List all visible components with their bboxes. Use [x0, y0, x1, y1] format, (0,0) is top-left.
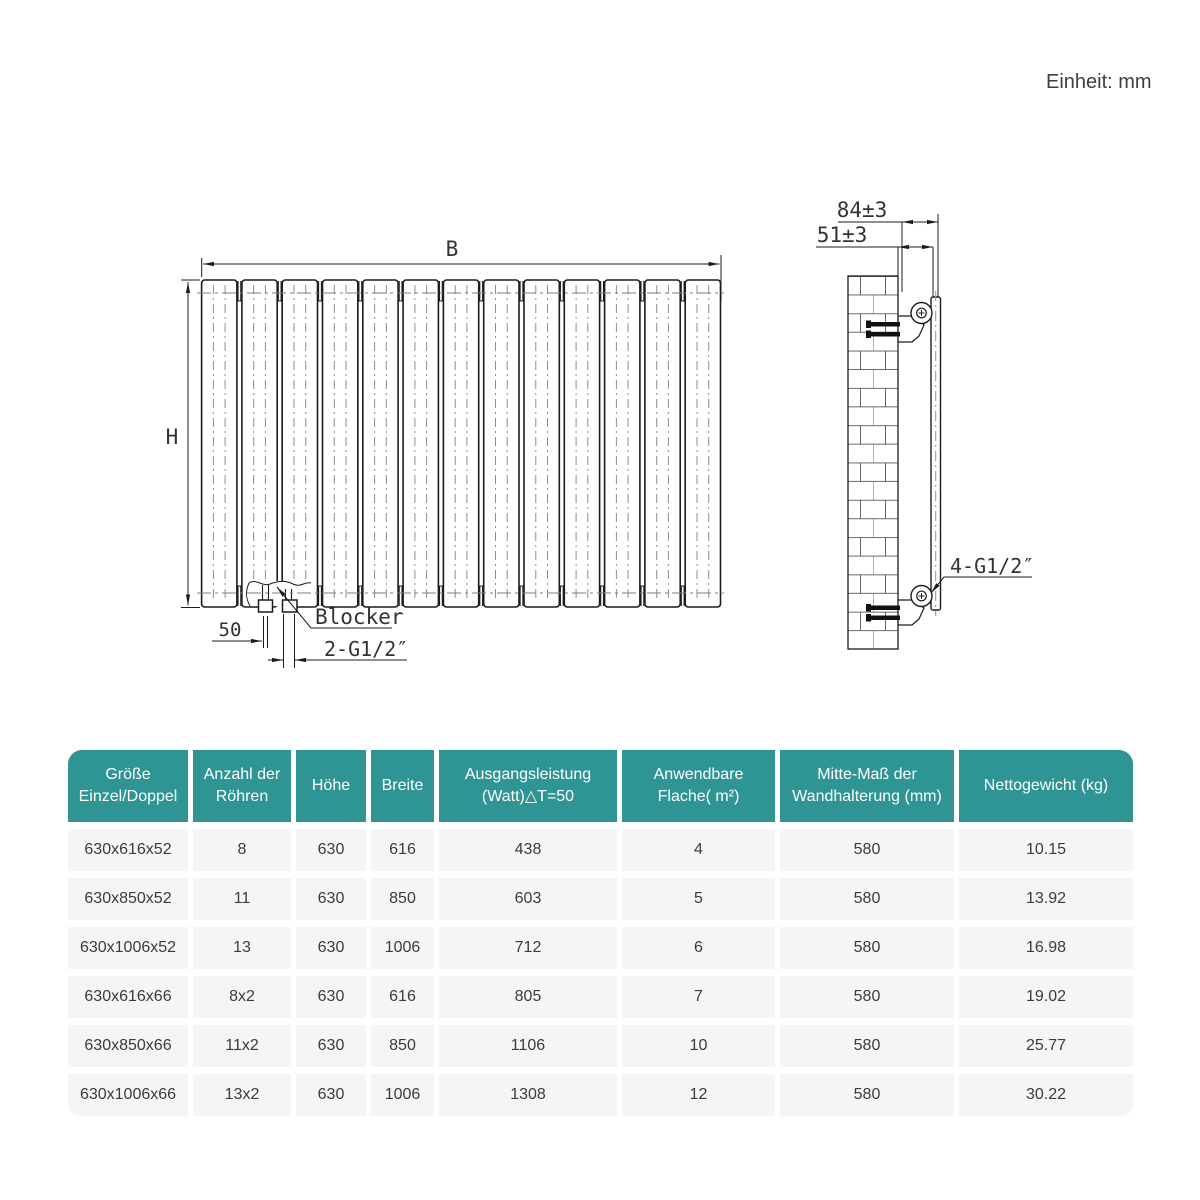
bottom-connection-label: 2-G1/2″: [324, 637, 409, 661]
cell-bracket: 580: [780, 878, 954, 920]
cell-bracket: 580: [780, 829, 954, 871]
cell-output: 438: [439, 829, 617, 871]
height-dim-label: H: [165, 425, 179, 449]
cell-output: 1106: [439, 1025, 617, 1067]
table-row: [68, 927, 1133, 969]
cell-width: 850: [371, 1025, 434, 1067]
cell-area: 12: [622, 1074, 775, 1116]
cell-width: 616: [371, 829, 434, 871]
cell-weight: 30.22: [959, 1074, 1133, 1116]
depth-overall-label: 84±3: [836, 198, 888, 222]
height-dimension: [181, 280, 200, 608]
cell-output: 712: [439, 927, 617, 969]
side-view: [816, 198, 1034, 649]
col-header-weight: Nettogewicht (kg): [959, 750, 1133, 822]
col-header-area: Anwendbare Flache( m²): [622, 750, 775, 822]
cell-bracket: 580: [780, 927, 954, 969]
header-row: [68, 750, 1133, 822]
table-row: [68, 1025, 1133, 1067]
col-header-width: Breite: [371, 750, 434, 822]
side-connection-label: 4-G1/2″: [950, 554, 1035, 578]
cell-tubes: 8: [193, 829, 291, 871]
valve-left: [259, 600, 273, 612]
cell-output: 805: [439, 976, 617, 1018]
side-connection-leader: [931, 577, 1032, 593]
cell-height: 630: [296, 829, 366, 871]
table-row: [68, 829, 1133, 871]
unit-note: Einheit: mm: [1046, 71, 1152, 93]
cell-tubes: 11x2: [193, 1025, 291, 1067]
col-header-bracket: Mitte-Maß der Wandhalterung (mm): [780, 750, 954, 822]
side-extension-lines: [898, 214, 938, 298]
cell-tubes: 13: [193, 927, 291, 969]
cell-size: 630x1006x52: [68, 927, 188, 969]
cell-size: 630x616x66: [68, 976, 188, 1018]
table-row: [68, 1074, 1133, 1116]
cell-output: 1308: [439, 1074, 617, 1116]
cell-area: 10: [622, 1025, 775, 1067]
blocker-label: Blocker: [315, 605, 404, 629]
cell-weight: 16.98: [959, 927, 1133, 969]
col-header-height: Höhe: [296, 750, 366, 822]
cell-size: 630x850x52: [68, 878, 188, 920]
spec-table: [63, 743, 1138, 1123]
cell-area: 5: [622, 878, 775, 920]
cell-tubes: 13x2: [193, 1074, 291, 1116]
wall-section: [848, 276, 898, 649]
valve-offset-label: 50: [218, 619, 242, 641]
col-header-size: Größe Einzel/Doppel: [68, 750, 188, 822]
cell-tubes: 8x2: [193, 976, 291, 1018]
cell-width: 850: [371, 878, 434, 920]
width-dim-label: B: [445, 237, 459, 261]
cell-width: 1006: [371, 1074, 434, 1116]
cell-width: 616: [371, 976, 434, 1018]
cell-height: 630: [296, 878, 366, 920]
cell-weight: 19.02: [959, 976, 1133, 1018]
cell-height: 630: [296, 1074, 366, 1116]
cell-height: 630: [296, 976, 366, 1018]
cell-area: 7: [622, 976, 775, 1018]
table-row: [68, 976, 1133, 1018]
cell-size: 630x616x52: [68, 829, 188, 871]
table-row: [68, 878, 1133, 920]
cell-output: 603: [439, 878, 617, 920]
cell-area: 6: [622, 927, 775, 969]
cell-weight: 10.15: [959, 829, 1133, 871]
radiator-panels: [202, 280, 721, 607]
cell-tubes: 11: [193, 878, 291, 920]
depth-to-panel-label: 51±3: [816, 223, 868, 247]
cell-weight: 13.92: [959, 878, 1133, 920]
col-header-output: Ausgangsleistung (Watt)△T=50: [439, 750, 617, 822]
cell-height: 630: [296, 927, 366, 969]
cell-bracket: 580: [780, 976, 954, 1018]
cell-size: 630x850x66: [68, 1025, 188, 1067]
cell-bracket: 580: [780, 1025, 954, 1067]
cell-weight: 25.77: [959, 1025, 1133, 1067]
cell-bracket: 580: [780, 1074, 954, 1116]
cell-size: 630x1006x66: [68, 1074, 188, 1116]
cell-width: 1006: [371, 927, 434, 969]
cell-area: 4: [622, 829, 775, 871]
cell-height: 630: [296, 1025, 366, 1067]
col-header-tubes: Anzahl der Röhren: [193, 750, 291, 822]
front-view: [166, 237, 724, 668]
